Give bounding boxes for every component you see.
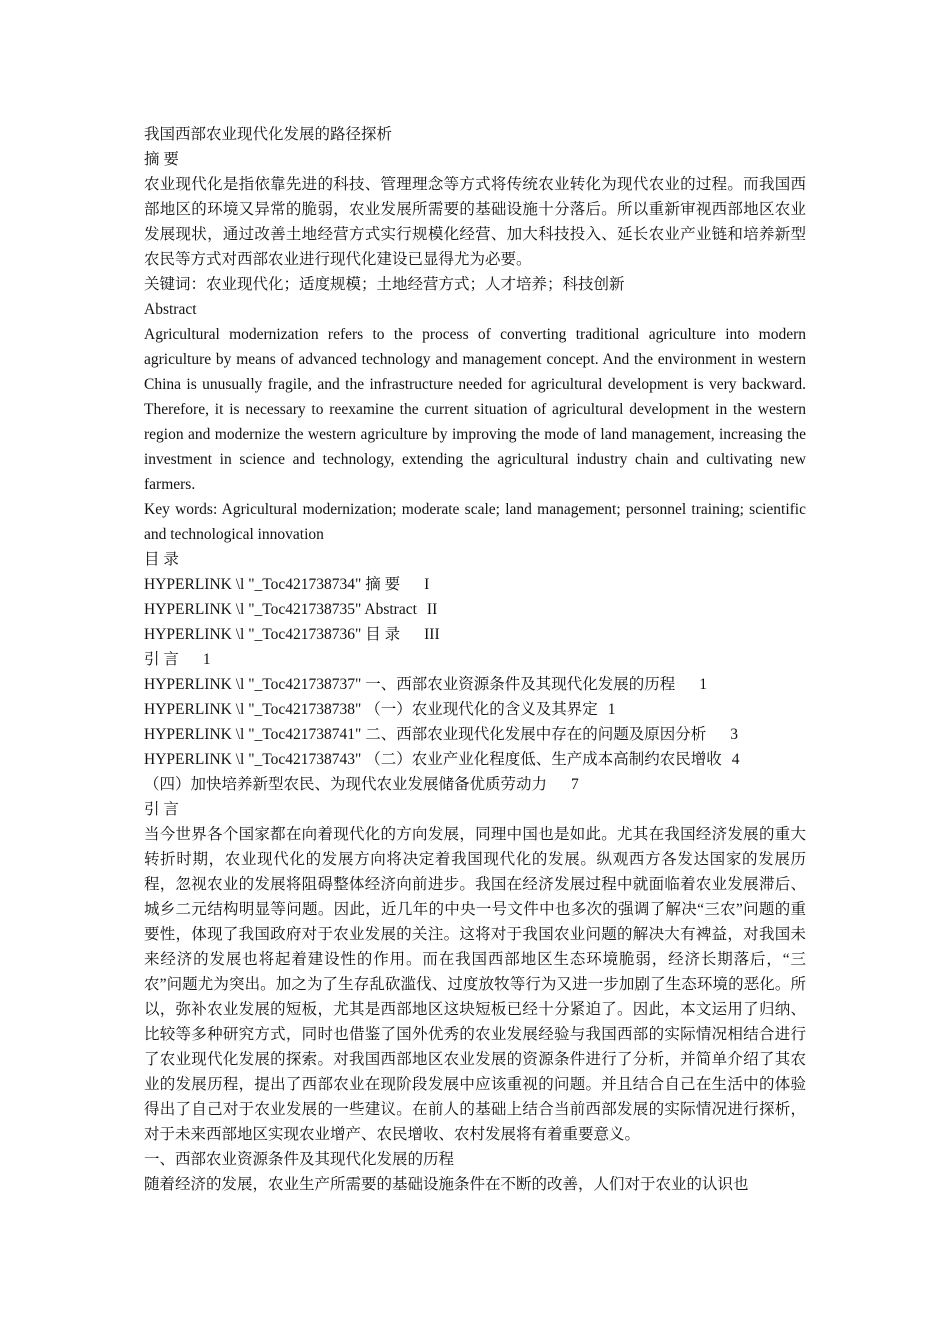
toc-entry-text: HYPERLINK \l "_Toc421738735" Abstract — [144, 601, 417, 618]
toc-entry-text: HYPERLINK \l "_Toc421738736" 目 录 — [144, 626, 401, 643]
intro-body: 当今世界各个国家都在向着现代化的方向发展，同理中国也是如此。尤其在我国经济发展的重大转折时期，农业现代化的发展方向将决定着我国现代化的发展。纵观西方各发达国家的发展历程，忽视农业的发展将阻碍整体经济向前进步。我国在经济发展过程中就面临着农业发展滞后、城乡二元结构明显等问题。因此，近几年的中央一号文件中也多次的强调了解决“三农”问题的重要性，体现了我国政府对于农业发展的关注。这将对于我国农业问题的解决大有裨益，对我国未来经济的发展也将起着建设性的作用。而在我国西部地区生态环境脆弱，经济长期落后，“三农”问题尤为突出。加之为了生存乱砍滥伐、过度放牧等行为又进一步加剧了生态环境的恶化。所以，弥补农业发展的短板，尤其是西部地区这块短板已经十分紧迫了。因此，本文运用了归纳、比较等多种研究方式，同时也借鉴了国外优秀的农业发展经验与我国西部的实际情况相结合进行了农业现代化发展的探索。对我国西部地区农业发展的资源条件进行了分析，并简单介绍了其农业的发展历程，提出了西部农业在现阶段发展中应该重视的问题。并且结合自己在生活中的体验得出了自己对于农业发展的一些建议。在前人的基础上结合当前西部发展的实际情况进行探析，对于未来西部地区实现农业增产、农民增收、农村发展将有着重要意义。 — [144, 826, 806, 1143]
toc-entry-page: II — [426, 601, 438, 618]
abstract-cn-body: 农业现代化是指依靠先进的科技、管理理念等方式将传统农业转化为现代农业的过程。而我国西部地区的环境又异常的脆弱，农业发展所需要的基础设施十分落后。所以重新审视西部地区农业发展现状，通过改善土地经营方式实行规模化经营、加大科技投入、延长农业产业链和培养新型农民等方式对西部农业进行现代化建设已显得尤为必要。 — [144, 176, 806, 268]
toc-entry[interactable] — [144, 622, 806, 647]
toc-entry-text: HYPERLINK \l "_Toc421738734" 摘 要 — [144, 576, 401, 593]
toc-entry[interactable] — [144, 572, 806, 597]
keywords-en: Key words: Agricultural modernization; moderate scale; land management; personnel training; scientific and technological innovation — [144, 501, 806, 543]
toc-entry-page: 1 — [699, 676, 707, 693]
abstract-en-body: Agricultural modernization refers to the process of converting traditional agriculture into modern agriculture by means of advanced technology and management concept. And the environment in western China is unusually fragile, and the infrastructure needed for agricultural development is very backward. Therefore, it is necessary to reexamine the current situation of agricultural development in the western region and modernize the western agriculture by improving the mode of land management, increasing the investment in science and technology, extending the agricultural industry chain and cultivating new farmers. — [144, 326, 806, 493]
toc-entry-page: 4 — [731, 751, 740, 768]
section1-body: 随着经济的发展，农业生产所需要的基础设施条件在不断的改善，人们对于农业的认识也 — [144, 1176, 749, 1193]
toc-entry[interactable] — [144, 647, 806, 672]
toc-entry[interactable] — [144, 697, 806, 722]
abstract-en-heading: Abstract — [144, 301, 197, 318]
toc-entry[interactable] — [144, 597, 806, 622]
toc-entry-text: （四）加快培养新型农民、为现代农业发展储备优质劳动力 — [144, 776, 548, 793]
toc-entry-text: HYPERLINK \l "_Toc421738741" 二、西部农业现代化发展中存在的问题及原因分析 — [144, 726, 707, 743]
toc-entry-page: 3 — [730, 726, 738, 743]
toc-entry[interactable] — [144, 672, 806, 697]
document-body — [144, 122, 806, 1197]
toc-entry-page: I — [424, 576, 430, 593]
toc-heading: 目 录 — [144, 551, 179, 568]
toc-entry-page: III — [424, 626, 440, 643]
toc-entry[interactable] — [144, 747, 806, 772]
toc-entry-page: 7 — [571, 776, 579, 793]
toc-entry-page: 1 — [607, 701, 616, 718]
toc-entry[interactable] — [144, 722, 806, 747]
toc-entry[interactable] — [144, 772, 806, 797]
document-title: 我国西部农业现代化发展的路径探析 — [144, 126, 393, 143]
abstract-cn-heading: 摘 要 — [144, 151, 179, 168]
section1-heading: 一、西部农业资源条件及其现代化发展的历程 — [144, 1151, 455, 1168]
toc-entry-text: 引 言 — [144, 651, 179, 668]
toc-entry-text: HYPERLINK \l "_Toc421738743" （二）农业产业化程度低、生产成本高制约农民增收 — [144, 751, 722, 768]
toc-entry-text: HYPERLINK \l "_Toc421738737" 一、西部农业资源条件及其现代化发展的历程 — [144, 676, 676, 693]
toc-entry-page: 1 — [202, 651, 211, 668]
keywords-cn: 关键词：农业现代化；适度规模；土地经营方式；人才培养；科技创新 — [144, 276, 625, 293]
intro-heading: 引 言 — [144, 801, 179, 818]
toc-entry-text: HYPERLINK \l "_Toc421738738" （一）农业现代化的含义及其界定 — [144, 701, 598, 718]
